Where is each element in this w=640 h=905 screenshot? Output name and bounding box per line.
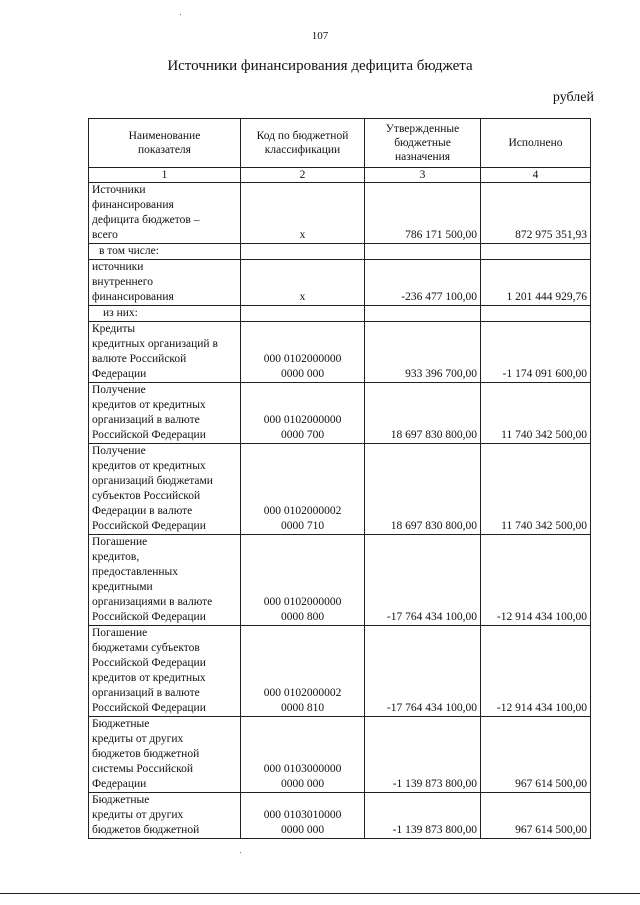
row-approved: 18 697 830 800,00 — [365, 444, 481, 535]
row-approved: -17 764 434 100,00 — [365, 626, 481, 717]
row-code: 000 0102000000 0000 000 — [241, 322, 365, 383]
column-number: 1 — [89, 168, 241, 183]
table-row — [89, 793, 591, 839]
table-row — [89, 535, 591, 626]
row-approved: -1 139 873 800,00 — [365, 793, 481, 839]
row-code: 000 0102000002 0000 710 — [241, 444, 365, 535]
column-number-row — [89, 168, 591, 183]
header-text: Утвержденные бюджетные назначения — [385, 123, 460, 163]
row-code — [241, 244, 365, 260]
header-approved-amount — [365, 119, 481, 168]
row-name: Бюджетные кредиты от других бюджетов бюджетной системы Российской Федерации — [89, 717, 241, 793]
table-row — [89, 244, 591, 260]
header-text: Код по бюджетной классификации — [256, 130, 349, 156]
row-name: Кредиты кредитных организаций в валюте Российской Федерации — [89, 322, 241, 383]
row-executed: -1 174 091 600,00 — [481, 322, 591, 383]
row-code: x — [241, 183, 365, 244]
row-approved — [365, 306, 481, 322]
table-row — [89, 383, 591, 444]
row-approved: 933 396 700,00 — [365, 322, 481, 383]
row-approved — [365, 244, 481, 260]
table-row — [89, 260, 591, 306]
row-name: Получение кредитов от кредитных организаций в валюте Российской Федерации — [89, 383, 241, 444]
scan-speck — [180, 14, 181, 15]
table-row — [89, 322, 591, 383]
row-approved: -1 139 873 800,00 — [365, 717, 481, 793]
table-header-row — [89, 119, 591, 168]
table-row — [89, 717, 591, 793]
financing-sources-table — [88, 118, 591, 839]
row-approved: 786 171 500,00 — [365, 183, 481, 244]
row-name: Погашение кредитов, предоставленных кредитными организациями в валюте Российской Федерации — [89, 535, 241, 626]
table-row — [89, 183, 591, 244]
row-executed: 11 740 342 500,00 — [481, 383, 591, 444]
column-number: 2 — [241, 168, 365, 183]
table-row — [89, 444, 591, 535]
row-executed: -12 914 434 100,00 — [481, 626, 591, 717]
header-indicator-name — [89, 119, 241, 168]
table-row — [89, 306, 591, 322]
row-code — [241, 306, 365, 322]
row-executed — [481, 244, 591, 260]
row-code: 000 0102000000 0000 700 — [241, 383, 365, 444]
row-code: 000 0102000000 0000 800 — [241, 535, 365, 626]
page-bottom-rule — [0, 893, 640, 894]
row-executed: 11 740 342 500,00 — [481, 444, 591, 535]
units-label: рублей — [552, 90, 594, 105]
row-executed: -12 914 434 100,00 — [481, 535, 591, 626]
row-name — [89, 260, 241, 306]
row-code: 000 0103000000 0000 000 — [241, 717, 365, 793]
column-number: 4 — [481, 168, 591, 183]
row-approved: -236 477 100,00 — [365, 260, 481, 306]
row-approved: 18 697 830 800,00 — [365, 383, 481, 444]
header-text: Наименование показателя — [128, 130, 201, 156]
row-name: Бюджетные кредиты от других бюджетов бюджетной — [89, 793, 241, 839]
document-title: Источники финансирования дефицита бюджета — [167, 58, 473, 74]
row-name: Источники финансирования дефицита бюджетов – всего — [89, 183, 241, 244]
row-name-text: источники внутреннего финансирования — [92, 261, 174, 303]
row-code: 000 0103010000 0000 000 — [241, 793, 365, 839]
row-executed — [481, 306, 591, 322]
row-executed: 967 614 500,00 — [481, 717, 591, 793]
header-text: Исполнено — [508, 137, 563, 149]
row-code: 000 0102000002 0000 810 — [241, 626, 365, 717]
header-executed-amount — [481, 119, 591, 168]
header-classification-code — [241, 119, 365, 168]
row-executed: 1 201 444 929,76 — [481, 260, 591, 306]
scan-speck — [240, 852, 241, 853]
row-executed: 872 975 351,93 — [481, 183, 591, 244]
page-number: 107 — [311, 30, 329, 42]
row-name: Погашение бюджетами субъектов Российской Федерации кредитов от кредитных организаций в валюте Российской Федерации — [89, 626, 241, 717]
row-name: Получение кредитов от кредитных организаций бюджетами субъектов Российской Федерации в валюте Российской Федерации — [89, 444, 241, 535]
row-code: x — [241, 260, 365, 306]
row-name: из них: — [89, 306, 241, 322]
column-number: 3 — [365, 168, 481, 183]
row-approved: -17 764 434 100,00 — [365, 535, 481, 626]
row-executed: 967 614 500,00 — [481, 793, 591, 839]
table-row — [89, 626, 591, 717]
row-name: в том числе: — [89, 244, 241, 260]
